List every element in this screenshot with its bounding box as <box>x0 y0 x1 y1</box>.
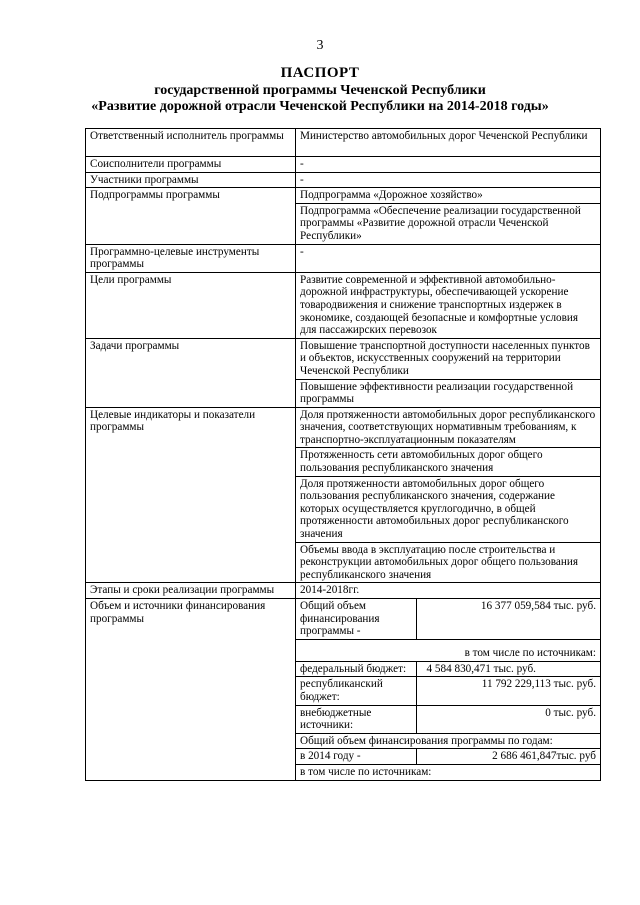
row-value: Доля протяженности автомобильных дорог общего пользования республиканского значения, содержание которых осуществляется круглогодично, в общей протяженности автомобильных дорог республиканского значения <box>296 476 601 542</box>
table-row <box>296 639 600 661</box>
row-label: Этапы и сроки реализации программы <box>86 583 296 599</box>
table-row <box>86 129 601 157</box>
funding-label: внебюджетные источники: <box>296 705 416 733</box>
passport-table <box>85 128 601 781</box>
row-label: Цели программы <box>86 272 296 338</box>
table-row <box>296 733 600 749</box>
row-value: Протяженность сети автомобильных дорог общего пользования республиканского значения <box>296 448 601 476</box>
row-value: - <box>296 172 601 188</box>
row-value: Подпрограмма «Обеспечение реализации государственной программы «Развитие дорожной отрасли Чеченской Республики» <box>296 203 601 244</box>
funding-value: 11 792 229,113 тыс. руб. <box>416 677 600 705</box>
row-value: Министерство автомобильных дорог Чеченской Республики <box>296 129 601 157</box>
funding-note: в том числе по источникам: <box>296 764 600 779</box>
table-row <box>86 172 601 188</box>
table-row <box>296 661 600 677</box>
row-value: Повышение эффективности реализации государственной программы <box>296 379 601 407</box>
table-row <box>296 764 600 779</box>
row-value: - <box>296 157 601 173</box>
funding-label: Общий объем финансирования программы - <box>296 599 416 639</box>
row-value: Повышение транспортной доступности населенных пунктов и объектов, искусственных сооружений на территории Чеченской Республики <box>296 338 601 379</box>
table-row <box>86 338 601 379</box>
row-label: Программно-целевые инструменты программы <box>86 244 296 272</box>
table-row <box>86 157 601 173</box>
funding-label: в 2014 году - <box>296 749 416 765</box>
row-value: Доля протяженности автомобильных дорог республиканского значения, соответствующих нормативным требованиям, к транспортно-эксплуатационным показателям <box>296 407 601 448</box>
row-value: Подпрограмма «Дорожное хозяйство» <box>296 188 601 204</box>
table-row <box>86 188 601 204</box>
table-row <box>86 244 601 272</box>
row-label: Соисполнители программы <box>86 157 296 173</box>
document-subtitle: государственной программы Чеченской Республики <box>154 83 486 98</box>
row-label: Ответственный исполнитель программы <box>86 129 296 157</box>
table-row <box>86 599 601 781</box>
funding-note: Общий объем финансирования программы по годам: <box>296 733 600 749</box>
funding-label: республиканский бюджет: <box>296 677 416 705</box>
table-row <box>296 705 600 733</box>
row-label: Объем и источники финансирования программы <box>86 599 296 781</box>
funding-table <box>296 599 600 780</box>
row-value: Объемы ввода в эксплуатацию после строительства и реконструкции автомобильных дорог общего пользования республиканского значения <box>296 542 601 583</box>
table-row <box>296 677 600 705</box>
program-name: «Развитие дорожной отрасли Чеченской Республики на 2014-2018 годы» <box>91 99 549 114</box>
row-value: 2014-2018гг. <box>296 583 601 599</box>
page-number: 3 <box>316 38 324 53</box>
row-value: - <box>296 244 601 272</box>
row-label: Подпрограммы программы <box>86 188 296 244</box>
funding-cell <box>296 599 601 781</box>
table-row <box>296 599 600 639</box>
row-label: Целевые индикаторы и показатели программы <box>86 407 296 583</box>
row-label: Участники программы <box>86 172 296 188</box>
funding-note: в том числе по источникам: <box>296 639 600 661</box>
table-row <box>86 272 601 338</box>
funding-value: 0 тыс. руб. <box>416 705 600 733</box>
row-value: Развитие современной и эффективной автомобильно-дорожной инфраструктуры, обеспечивающей ускорение товародвижения и снижение транспортных издержек в экономике, создающей безопасные и комфортные условия для пассажирских перевозок <box>296 272 601 338</box>
funding-value: 2 686 461,847тыс. руб <box>416 749 600 765</box>
table-row <box>86 583 601 599</box>
funding-value: 16 377 059,584 тыс. руб. <box>416 599 600 639</box>
funding-label: федеральный бюджет: <box>296 661 416 677</box>
row-label: Задачи программы <box>86 338 296 407</box>
funding-value: 4 584 830,471 тыс. руб. <box>416 661 600 677</box>
table-row <box>296 749 600 765</box>
table-row <box>86 407 601 448</box>
document-title: ПАСПОРТ <box>280 65 360 81</box>
